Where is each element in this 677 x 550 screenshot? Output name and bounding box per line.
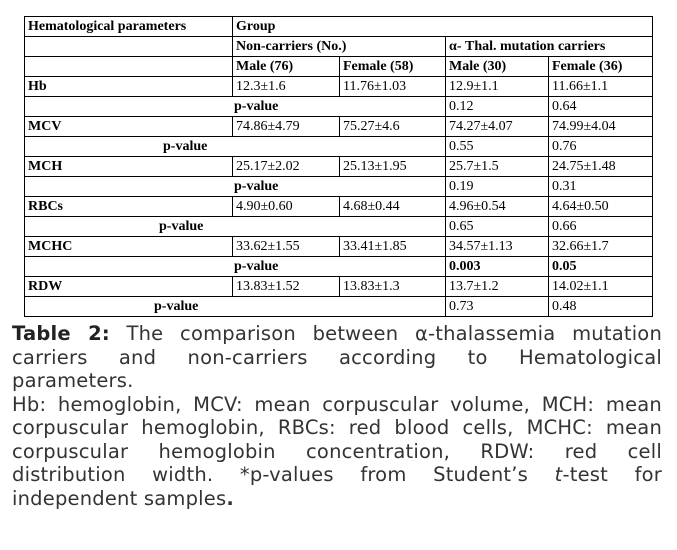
pvalue-cell: 0.05 <box>549 257 653 277</box>
table-row <box>25 197 653 217</box>
value-cell: 32.66±1.7 <box>549 237 653 257</box>
pvalue-cell: 0.31 <box>549 177 653 197</box>
hematology-table <box>24 16 653 317</box>
carriers-header: α- Thal. mutation carriers <box>446 37 653 57</box>
value-cell: 4.96±0.54 <box>446 197 549 217</box>
non-carriers-header: Non-carriers (No.) <box>233 37 446 57</box>
pvalue-cell: 0.003 <box>446 257 549 277</box>
value-cell: 74.27±4.07 <box>446 117 549 137</box>
table-row <box>25 157 653 177</box>
param-name: RDW <box>25 277 233 297</box>
sub-header: Female (58) <box>340 57 446 77</box>
value-cell: 13.83±1.3 <box>340 277 446 297</box>
value-cell: 74.99±4.04 <box>549 117 653 137</box>
pvalue-cell: 0.64 <box>549 97 653 117</box>
pvalue-row <box>25 137 653 157</box>
header-row-2 <box>25 37 653 57</box>
pvalue-label: p-value <box>25 297 446 317</box>
value-cell: 34.57±1.13 <box>446 237 549 257</box>
param-name: Hb <box>25 77 233 97</box>
caption-title <box>12 322 662 393</box>
sub-header: Female (36) <box>549 57 653 77</box>
caption-end-dot: . <box>226 486 234 510</box>
header-row-3 <box>25 57 653 77</box>
value-cell: 75.27±4.6 <box>340 117 446 137</box>
caption-abbrev-text: Hb: hemoglobin, MCV: mean corpuscular volume, MCH: mean corpuscular hemoglobin, RBCs: red blood cells, MCHC: mean corpuscular hemoglobin concentration, RDW: red cell distribution width. *p-values from Student’s <box>12 392 662 486</box>
table-row <box>25 117 653 137</box>
value-cell: 4.90±0.60 <box>233 197 340 217</box>
param-name: MCH <box>25 157 233 177</box>
pvalue-row <box>25 297 653 317</box>
value-cell: 12.3±1.6 <box>233 77 340 97</box>
header-row-1 <box>25 17 653 37</box>
caption-notes <box>12 393 662 511</box>
table-row <box>25 277 653 297</box>
value-cell: 25.17±2.02 <box>233 157 340 177</box>
table-row <box>25 237 653 257</box>
value-cell: 25.13±1.95 <box>340 157 446 177</box>
caption-tail-text: -test for independent samples <box>12 463 662 510</box>
sub-header: Male (76) <box>233 57 340 77</box>
pvalue-cell: 0.48 <box>549 297 653 317</box>
pvalue-row <box>25 177 653 197</box>
sub-header: Male (30) <box>446 57 549 77</box>
value-cell: 24.75±1.48 <box>549 157 653 177</box>
caption-label: Table 2: <box>12 322 110 345</box>
pvalue-label: p-value <box>25 177 446 197</box>
value-cell: 74.86±4.79 <box>233 117 340 137</box>
value-cell: 33.62±1.55 <box>233 237 340 257</box>
value-cell: 4.68±0.44 <box>340 197 446 217</box>
pvalue-cell: 0.65 <box>446 217 549 237</box>
caption-t-italic: t <box>554 463 563 486</box>
param-name: RBCs <box>25 197 233 217</box>
pvalue-label: p-value <box>25 257 446 277</box>
pvalue-label: p-value <box>25 217 446 237</box>
param-name: MCV <box>25 117 233 137</box>
pvalue-label: p-value <box>25 97 446 117</box>
table-caption <box>12 322 662 510</box>
pvalue-cell: 0.55 <box>446 137 549 157</box>
pvalue-cell: 0.12 <box>446 97 549 117</box>
param-col-header: Hematological parameters <box>25 17 233 37</box>
pvalue-row <box>25 217 653 237</box>
param-name: MCHC <box>25 237 233 257</box>
pvalue-cell: 0.66 <box>549 217 653 237</box>
value-cell: 12.9±1.1 <box>446 77 549 97</box>
group-header: Group <box>233 17 653 37</box>
pvalue-cell: 0.76 <box>549 137 653 157</box>
value-cell: 25.7±1.5 <box>446 157 549 177</box>
pvalue-row <box>25 97 653 117</box>
table-row <box>25 77 653 97</box>
pvalue-row <box>25 257 653 277</box>
value-cell: 4.64±0.50 <box>549 197 653 217</box>
pvalue-cell: 0.19 <box>446 177 549 197</box>
pvalue-cell: 0.73 <box>446 297 549 317</box>
caption-title-text: The comparison between α-thalassemia mutation carriers and non-carriers according to Hematological parameters. <box>12 322 663 392</box>
value-cell: 11.76±1.03 <box>340 77 446 97</box>
pvalue-label: p-value <box>25 137 446 157</box>
value-cell: 33.41±1.85 <box>340 237 446 257</box>
value-cell: 11.66±1.1 <box>549 77 653 97</box>
value-cell: 13.7±1.2 <box>446 277 549 297</box>
value-cell: 14.02±1.1 <box>549 277 653 297</box>
value-cell: 13.83±1.52 <box>233 277 340 297</box>
